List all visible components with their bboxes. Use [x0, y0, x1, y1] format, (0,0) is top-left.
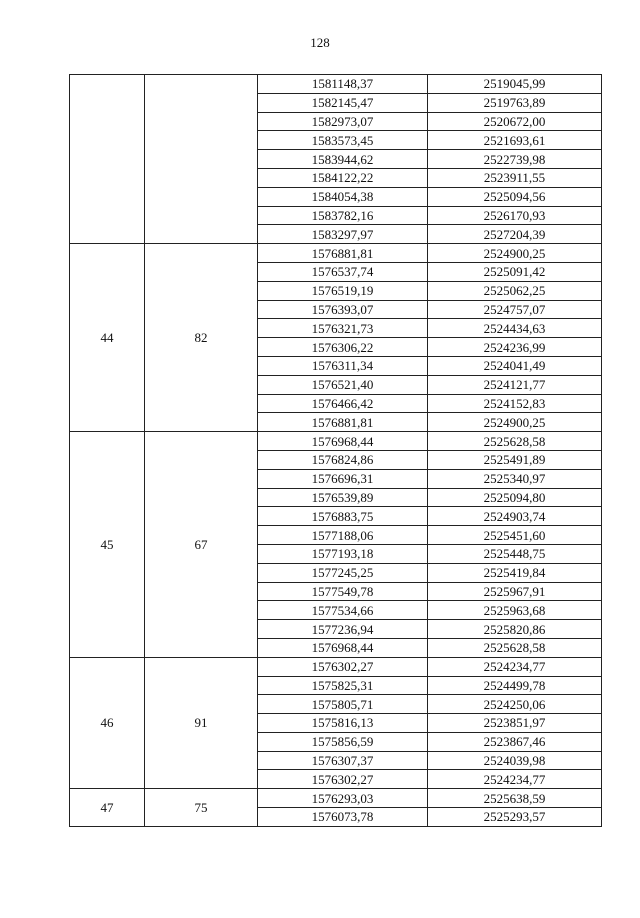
y-coordinate-cell: 2525062,25: [428, 281, 602, 300]
y-coordinate-cell: 2525967,91: [428, 582, 602, 601]
x-coordinate-cell: 1576696,31: [258, 469, 428, 488]
x-coordinate-cell: 1576968,44: [258, 432, 428, 451]
y-coordinate-cell: 2524757,07: [428, 300, 602, 319]
coordinates-table: [69, 74, 602, 827]
y-coordinate-cell: 2524236,99: [428, 338, 602, 357]
x-coordinate-cell: 1576293,03: [258, 789, 428, 808]
x-coordinate-cell: 1576881,81: [258, 244, 428, 263]
y-coordinate-cell: 2525491,89: [428, 450, 602, 469]
x-coordinate-cell: 1583782,16: [258, 206, 428, 225]
y-coordinate-cell: 2525820,86: [428, 620, 602, 639]
y-coordinate-cell: 2524152,83: [428, 394, 602, 413]
x-coordinate-cell: 1583297,97: [258, 225, 428, 244]
y-coordinate-cell: 2523851,97: [428, 714, 602, 733]
y-coordinate-cell: 2524234,77: [428, 770, 602, 789]
table-row: [70, 789, 602, 808]
y-coordinate-cell: 2524900,25: [428, 244, 602, 263]
x-coordinate-cell: 1576393,07: [258, 300, 428, 319]
y-coordinate-cell: 2527204,39: [428, 225, 602, 244]
point-count-cell: 67: [145, 432, 258, 658]
x-coordinate-cell: 1577534,66: [258, 601, 428, 620]
x-coordinate-cell: 1576306,22: [258, 338, 428, 357]
x-coordinate-cell: 1581148,37: [258, 75, 428, 94]
table-row: [70, 75, 602, 94]
x-coordinate-cell: 1582145,47: [258, 93, 428, 112]
plot-number-cell: 46: [70, 657, 145, 789]
point-count-cell: 91: [145, 657, 258, 789]
plot-number-cell: 47: [70, 789, 145, 827]
x-coordinate-cell: 1575825,31: [258, 676, 428, 695]
x-coordinate-cell: 1575816,13: [258, 714, 428, 733]
y-coordinate-cell: 2524234,77: [428, 657, 602, 676]
y-coordinate-cell: 2523867,46: [428, 732, 602, 751]
coordinates-table-body: [70, 75, 602, 827]
y-coordinate-cell: 2519763,89: [428, 93, 602, 112]
x-coordinate-cell: 1576521,40: [258, 375, 428, 394]
y-coordinate-cell: 2525963,68: [428, 601, 602, 620]
x-coordinate-cell: 1576539,89: [258, 488, 428, 507]
y-coordinate-cell: 2524900,25: [428, 413, 602, 432]
y-coordinate-cell: 2524499,78: [428, 676, 602, 695]
y-coordinate-cell: 2524039,98: [428, 751, 602, 770]
x-coordinate-cell: 1576519,19: [258, 281, 428, 300]
x-coordinate-cell: 1577236,94: [258, 620, 428, 639]
x-coordinate-cell: 1576307,37: [258, 751, 428, 770]
x-coordinate-cell: 1583573,45: [258, 131, 428, 150]
y-coordinate-cell: 2525340,97: [428, 469, 602, 488]
y-coordinate-cell: 2525091,42: [428, 262, 602, 281]
y-coordinate-cell: 2524434,63: [428, 319, 602, 338]
plot-number-cell: [70, 75, 145, 244]
y-coordinate-cell: 2525419,84: [428, 563, 602, 582]
x-coordinate-cell: 1584054,38: [258, 187, 428, 206]
y-coordinate-cell: 2524903,74: [428, 507, 602, 526]
plot-number-cell: 44: [70, 244, 145, 432]
y-coordinate-cell: 2525628,58: [428, 638, 602, 657]
x-coordinate-cell: 1576968,44: [258, 638, 428, 657]
table-row: [70, 432, 602, 451]
y-coordinate-cell: 2522739,98: [428, 150, 602, 169]
point-count-cell: 82: [145, 244, 258, 432]
y-coordinate-cell: 2524250,06: [428, 695, 602, 714]
y-coordinate-cell: 2525451,60: [428, 526, 602, 545]
x-coordinate-cell: 1575805,71: [258, 695, 428, 714]
x-coordinate-cell: 1576824,86: [258, 450, 428, 469]
x-coordinate-cell: 1576311,34: [258, 356, 428, 375]
table-row: [70, 244, 602, 263]
plot-number-cell: 45: [70, 432, 145, 658]
x-coordinate-cell: 1576321,73: [258, 319, 428, 338]
x-coordinate-cell: 1576883,75: [258, 507, 428, 526]
page-number: 128: [310, 35, 330, 50]
y-coordinate-cell: 2525448,75: [428, 544, 602, 563]
y-coordinate-cell: 2524041,49: [428, 356, 602, 375]
table-row: [70, 657, 602, 676]
y-coordinate-cell: 2525638,59: [428, 789, 602, 808]
y-coordinate-cell: 2525094,80: [428, 488, 602, 507]
x-coordinate-cell: 1576302,27: [258, 770, 428, 789]
x-coordinate-cell: 1582973,07: [258, 112, 428, 131]
x-coordinate-cell: 1577245,25: [258, 563, 428, 582]
x-coordinate-cell: 1575856,59: [258, 732, 428, 751]
x-coordinate-cell: 1576537,74: [258, 262, 428, 281]
y-coordinate-cell: 2524121,77: [428, 375, 602, 394]
x-coordinate-cell: 1576881,81: [258, 413, 428, 432]
x-coordinate-cell: 1577193,18: [258, 544, 428, 563]
y-coordinate-cell: 2521693,61: [428, 131, 602, 150]
y-coordinate-cell: 2519045,99: [428, 75, 602, 94]
y-coordinate-cell: 2526170,93: [428, 206, 602, 225]
point-count-cell: 75: [145, 789, 258, 827]
x-coordinate-cell: 1576073,78: [258, 808, 428, 827]
x-coordinate-cell: 1576302,27: [258, 657, 428, 676]
y-coordinate-cell: 2520672,00: [428, 112, 602, 131]
x-coordinate-cell: 1576466,42: [258, 394, 428, 413]
y-coordinate-cell: 2525094,56: [428, 187, 602, 206]
y-coordinate-cell: 2523911,55: [428, 168, 602, 187]
y-coordinate-cell: 2525628,58: [428, 432, 602, 451]
y-coordinate-cell: 2525293,57: [428, 808, 602, 827]
x-coordinate-cell: 1584122,22: [258, 168, 428, 187]
point-count-cell: [145, 75, 258, 244]
x-coordinate-cell: 1577188,06: [258, 526, 428, 545]
x-coordinate-cell: 1577549,78: [258, 582, 428, 601]
x-coordinate-cell: 1583944,62: [258, 150, 428, 169]
